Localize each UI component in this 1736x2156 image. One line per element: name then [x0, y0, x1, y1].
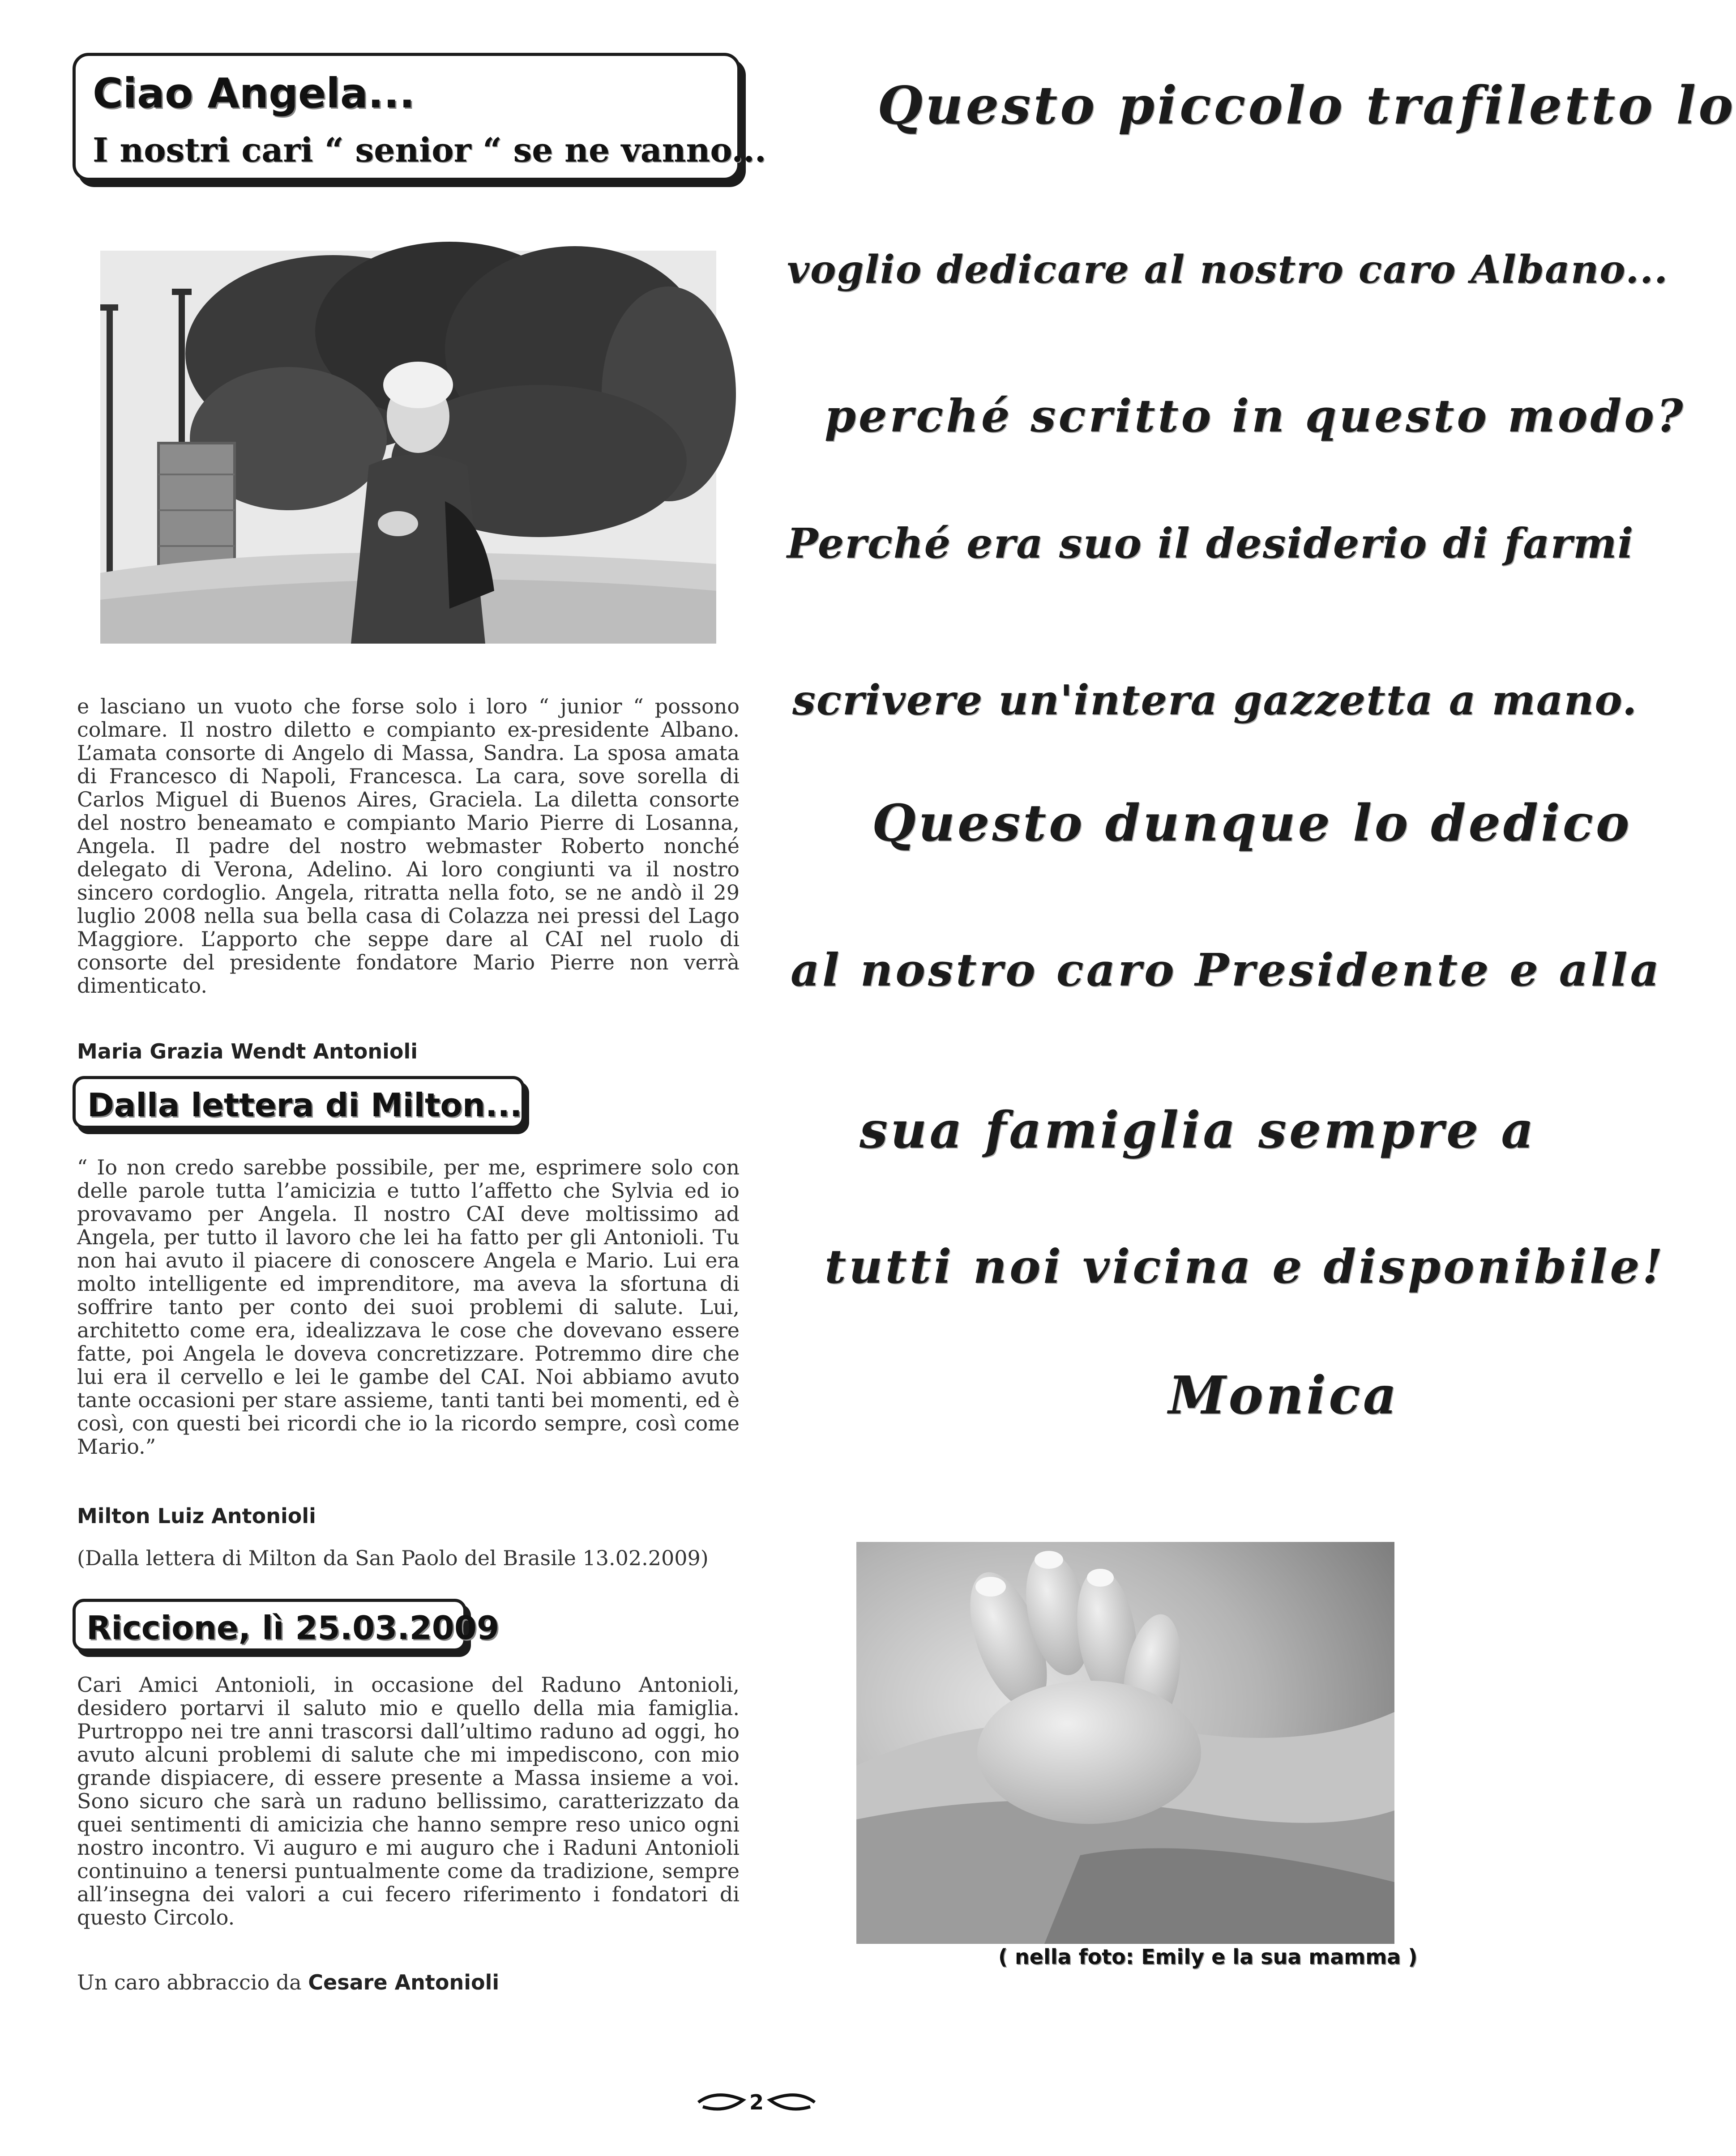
- poem-line-3: perché scritto in questo modo?: [825, 389, 1686, 442]
- page-number-value: 2: [749, 2090, 764, 2114]
- signature-milton: Milton Luiz Antonioli: [77, 1504, 316, 1528]
- title-box-ciao-angela: [73, 53, 766, 181]
- poem-line-7: al nostro caro Presidente e alla: [791, 944, 1662, 996]
- poem-line-2: voglio dedicare al nostro caro Albano...: [787, 247, 1668, 292]
- milton-letter-note: (Dalla lettera di Milton da San Paolo del Brasile 13.02.2009): [77, 1546, 709, 1570]
- angela-photo: [100, 251, 716, 644]
- poem-line-8: sua famiglia sempre a: [859, 1101, 1536, 1160]
- section-title: Dalla lettera di Milton...: [87, 1086, 522, 1124]
- angela-paragraph: e lasciano un vuoto che forse solo i loro “ junior “ possono colmare. Il nostro diletto e compianto ex-presidente Albano. L’amata consorte di Angelo di Massa, Sandra. La sposa amata di Francesco di Napoli, Francesca. La cara, sove sorella di Carlos Miguel di Buenos Aires, Graciela. La diletta consorte del nostro beneamato e compianto Mario Pierre di Losanna, Angela. Il padre del nostro webmaster Roberto nonché delegato di Verona, Adelino. Ai loro congiunti va il nostro sincero cordoglio. Angela, ritratta nella foto, se ne andò il 29 luglio 2008 nella sua bella casa di Colazza nei pressi del Lago Maggiore. L’apporto che seppe dare al CAI nel ruolo di consorte del presidente fondatore Mario Pierre non verrà dimenticato.: [77, 694, 740, 998]
- baby-hands-photo: [856, 1542, 1394, 1944]
- closing-prefix: Un caro abbraccio da: [77, 1970, 302, 1994]
- title-box-riccione: [73, 1599, 500, 1652]
- page-number: [689, 2087, 824, 2118]
- poem-line-1: Questo piccolo trafiletto lo: [877, 75, 1736, 136]
- riccione-closing: [77, 1970, 499, 1994]
- angela-article-text: [77, 695, 740, 997]
- photo-caption: ( nella foto: Emily e la sua mamma ): [998, 1945, 1418, 1969]
- poem-line-4: Perché era suo il desiderio di farmi: [787, 519, 1634, 568]
- signature-maria-grazia: Maria Grazia Wendt Antonioli: [77, 1039, 418, 1063]
- poem-line-5: scrivere un'intera gazzetta a mano.: [792, 676, 1638, 724]
- closing-name: Cesare Antonioli: [308, 1970, 500, 1994]
- poem-signature: Monica: [1168, 1365, 1399, 1426]
- section-subtitle: I nostri cari “ senior “ se ne vanno...: [93, 131, 766, 170]
- poem-line-6: Questo dunque lo dedico: [872, 794, 1632, 853]
- angela-photo-art: [100, 251, 716, 644]
- riccione-letter-text: Cari Amici Antonioli, in occasione del Raduno Antonioli, desidero portarvi il saluto mio e quello della mia famiglia. Purtroppo nei tre anni trascorsi dall’ultimo raduno ad oggi, ho avuto alcuni problemi di salute che mi impediscono, con mio grande dispiacere, di essere presente a Massa insieme a voi. Sono sicuro che sarà un raduno bellissimo, caratterizzato da quei sentimenti di amicizia che hanno sempre reso unico ogni nostro incontro. Vi auguro e mi auguro che i Raduni Antonioli continuino a tenersi puntualmente come da tradizione, sempre all’insegna dei valori a cui fecero riferimento i fondatori di questo Circolo.: [77, 1673, 740, 1930]
- milton-letter-text: “ Io non credo sarebbe possibile, per me, esprimere solo con delle parole tutta l’amicizia e tutto l’affetto che Sylvia ed io provavamo per Angela. Il nostro CAI deve moltissimo ad Angela, per tutto il lavoro che lei ha fatto per gli Antonioli. Tu non hai avuto il piacere di conoscere Angela e Mario. Lui era molto intelligente ed imprenditore, ma aveva la sfortuna di soffrire tanto per conto dei suoi problemi di salute. Lui, architetto come era, idealizzava le cose che dovevano essere fatte, poi Angela le doveva concretizzare. Potremmo dire che lui era il cervello e lei le gambe del CAI. Noi abbiamo avuto tante occasioni per stare assieme, tanti tanti bei momenti, ed è così, con questi bei ricordi che io la ricordo sempre, così come Mario.”: [77, 1155, 740, 1459]
- title-box-milton: [73, 1076, 525, 1129]
- section-title: Ciao Angela...: [93, 69, 415, 117]
- baby-hands-photo-art: [856, 1542, 1394, 1944]
- section-title: Riccione, lì 25.03.2009: [86, 1609, 500, 1647]
- poem-line-9: tutti noi vicina e disponibile!: [825, 1239, 1666, 1294]
